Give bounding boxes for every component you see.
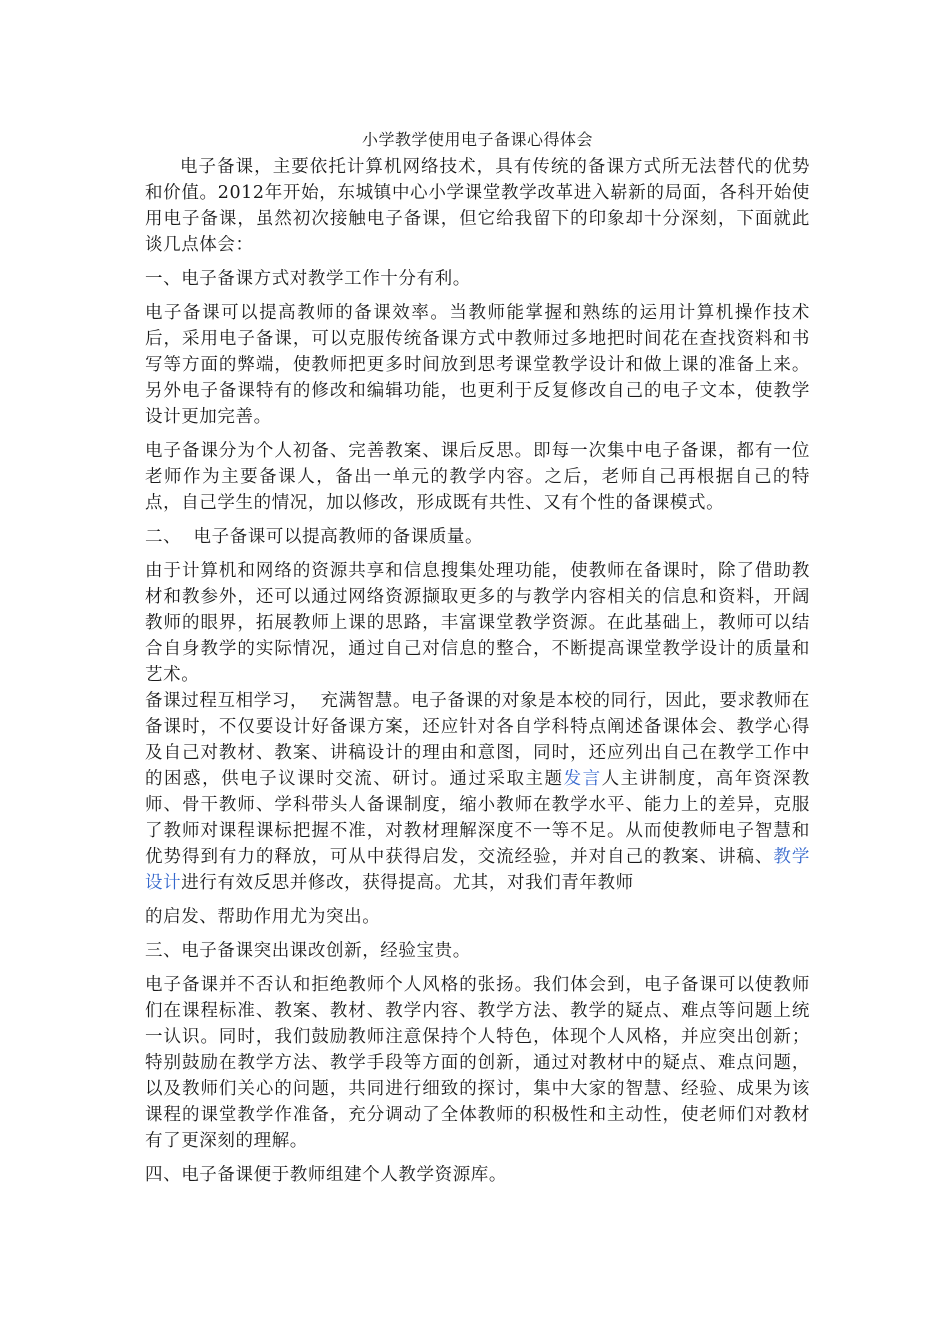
- section-2-paragraph-3: 的启发、帮助作用尤为突出。: [145, 907, 381, 927]
- section-2-paragraph-2-text-c: 进行有效反思并修改，获得提高。尤其，对我们青年教师: [181, 873, 634, 893]
- section-1-heading: 一、电子备课方式对教学工作十分有利。: [145, 269, 471, 289]
- section-2-paragraph-2-text-a: 备课过程互相学习， 充满智慧。电子备课的对象是本校的同行，因此，要求教师在备课时，不仅要设计好备课方案，还应针对各自学科特点阐述备课体会、教学心得及自己对教材、教案、讲稿设计的理由和意图，同时，还应列出自己在教学工作中的困惑，供电子议课时交流、研讨。通过采取主题: [145, 691, 810, 789]
- fayan-link[interactable]: 发言: [563, 769, 602, 789]
- section-3-paragraph-1: 电子备课并不否认和拒绝教师个人风格的张扬。我们体会到，电子备课可以使教师们在课程标准、教案、教材、教学内容、教学方法、教学的疑点、难点等问题上统一认识。同时，我们鼓励教师注意保持个人特色，体现个人风格，并应突出创新；特别鼓励在教学方法、教学手段等方面的创新，通过对教材中的疑点、难点问题，以及教师们关心的问题，共同进行细致的探讨，集中大家的智慧、经验、成果为该课程的课堂教学作准备，充分调动了全体教师的积极性和主动性，使老师们对教材有了更深刻的理解。: [145, 975, 810, 1151]
- intro-paragraph: 电子备课，主要依托计算机网络技术，具有传统的备课方式所无法替代的优势和价值。2012年开始，东城镇中心小学课堂教学改革进入崭新的局面，各科开始使用电子备课，虽然初次接触电子备课，但它给我留下的印象却十分深刻，下面就此谈几点体会：: [145, 157, 810, 255]
- section-3-heading: 三、电子备课突出课改创新，经验宝贵。: [145, 941, 471, 961]
- section-2-paragraph-1: 由于计算机和网络的资源共享和信息搜集处理功能，使教师在备课时，除了借助教材和教参外，还可以通过网络资源撷取更多的与教学内容相关的信息和资料，开阔教师的眼界，拓展教师上课的思路，丰富课堂教学资源。在此基础上，教师可以结合自身教学的实际情况，通过自己对信息的整合，不断提高课堂教学设计的质量和艺术。: [145, 561, 810, 685]
- section-4-heading: 四、电子备课便于教师组建个人教学资源库。: [145, 1165, 507, 1185]
- section-2-paragraph-2: [145, 688, 810, 896]
- document-title: 小学教学使用电子备课心得体会: [361, 130, 593, 149]
- section-1-paragraph-1: 电子备课可以提高教师的备课效率。当教师能掌握和熟练的运用计算机操作技术后，采用电子备课，可以克服传统备课方式中教师过多地把时间花在查找资料和书写等方面的弊端，使教师把更多时间放到思考课堂教学设计和做上课的准备上来。另外电子备课特有的修改和编辑功能，也更利于反复修改自己的电子文本，使教学设计更加完善。: [145, 303, 810, 427]
- section-2-paragraph-2-text-b: 人主讲制度，高年资深教师、骨干教师、学科带头人备课制度，缩小教师在教学水平、能力上的差异，克服了教师对课程课标把握不准，对教材理解深度不一等不足。从而使教师电子智慧和优势得到有力的释放，可从中获得启发，交流经验，并对自己的教案、讲稿、: [145, 769, 810, 867]
- section-1-paragraph-2: 电子备课分为个人初备、完善教案、课后反思。即每一次集中电子备课，都有一位老师作为主要备课人，备出一单元的教学内容。之后，老师自己再根据自己的特点，自己学生的情况，加以修改，形成既有共性、又有个性的备课模式。: [145, 441, 810, 513]
- section-2-heading: 二、 电子备课可以提高教师的备课质量。: [145, 527, 484, 547]
- jiaoxue-sheji-link[interactable]: 教学设计: [145, 847, 810, 893]
- document-body: [145, 128, 810, 1188]
